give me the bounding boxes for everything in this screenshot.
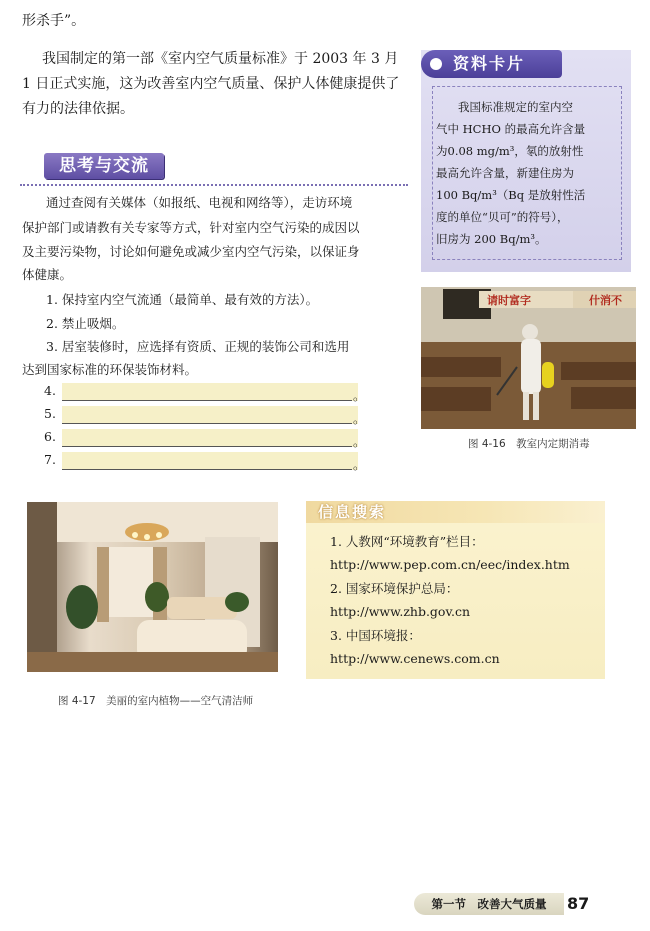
info-item: 2. 国家环境保护总局： xyxy=(330,581,459,596)
data-card-line: 旧房为 200 Bq/m³。 xyxy=(436,232,547,246)
blank-period: 。 xyxy=(353,457,366,472)
think-intro-line: 体健康。 xyxy=(22,267,73,282)
think-item: 3. 居室装修时，应选择有资质、正规的装饰公司和选用 xyxy=(46,339,350,354)
figure-caption: 图 4-17 美丽的室内植物——空气清洁师 xyxy=(58,695,254,707)
info-search-title: 信息搜索 xyxy=(306,501,605,523)
blank-period: 。 xyxy=(353,434,366,449)
section-footer: 第一节 改善大气质量 xyxy=(414,893,564,915)
wall-sign-text: 请时富字 xyxy=(487,294,531,307)
answer-blank-6[interactable] xyxy=(62,446,352,447)
answer-blank-bg xyxy=(62,429,358,447)
classroom-disinfection-photo xyxy=(421,287,636,429)
think-intro-line: 通过查阅有关媒体（如报纸、电视和网络等），走访环境 xyxy=(46,195,353,210)
think-item: 1. 保持室内空气流通（最简单、最有效的方法）。 xyxy=(46,292,319,307)
think-item: 达到国家标准的环保装饰材料。 xyxy=(22,362,198,377)
paragraph-line: 有力的法律依据。 xyxy=(22,101,134,117)
data-card-line: 为0.08 mg/m³，氡的放射性 xyxy=(436,144,584,158)
answer-blank-7[interactable] xyxy=(62,469,352,470)
think-discuss-heading: 思考与交流 xyxy=(44,153,164,179)
living-room-illustration xyxy=(27,502,278,672)
answer-blank-5[interactable] xyxy=(62,423,352,424)
figure-caption: 图 4-16 教室内定期消毒 xyxy=(468,438,590,450)
paragraph-line: 我国制定的第一部《室内空气质量标准》于 2003 年 3 月 xyxy=(42,51,399,67)
dotted-divider xyxy=(20,184,408,186)
data-card-title: 资料卡片 xyxy=(421,50,562,78)
data-card-line: 我国标准规定的室内空 xyxy=(458,100,573,114)
data-card-line: 100 Bq/m³（Bq 是放射性活 xyxy=(436,188,586,202)
answer-blank-bg xyxy=(62,452,358,470)
info-item: 1. 人教网“环境教育”栏目： xyxy=(330,534,484,549)
page-number: 87 xyxy=(567,894,590,913)
blank-number: 7. xyxy=(44,452,56,467)
info-link[interactable]: http://www.cenews.com.cn xyxy=(330,651,500,666)
blank-number: 5. xyxy=(44,406,56,421)
info-link[interactable]: http://www.pep.com.cn/eec/index.htm xyxy=(330,557,570,572)
wall-sign-text: 什消不 xyxy=(589,294,622,307)
bullet-icon xyxy=(430,58,442,70)
answer-blank-4[interactable] xyxy=(62,400,352,401)
text-line: 形杀手”。 xyxy=(22,13,86,29)
data-card-line: 最高允许含量，新建住房为 xyxy=(436,166,574,180)
blank-number: 6. xyxy=(44,429,56,444)
indoor-plants-photo xyxy=(27,502,278,672)
data-card-line: 气中 HCHO 的最高允许含量 xyxy=(436,122,586,136)
data-card-line: 度的单位“贝可”的符号）， xyxy=(436,210,569,224)
think-intro-line: 及主要污染物，讨论如何避免或减少室内空气污染，以保证身 xyxy=(22,244,360,259)
classroom-illustration xyxy=(421,287,636,429)
answer-blank-bg xyxy=(62,406,358,424)
blank-period: 。 xyxy=(353,411,366,426)
think-item: 2. 禁止吸烟。 xyxy=(46,316,125,331)
blank-period: 。 xyxy=(353,388,366,403)
answer-blank-bg xyxy=(62,383,358,401)
info-link[interactable]: http://www.zhb.gov.cn xyxy=(330,604,471,619)
think-intro-line: 保护部门或请教有关专家等方式，针对室内空气污染的成因以 xyxy=(22,220,360,235)
paragraph-line: 1 日正式实施，这为改善室内空气质量、保护人体健康提供了 xyxy=(22,76,400,92)
blank-number: 4. xyxy=(44,383,56,398)
info-item: 3. 中国环境报： xyxy=(330,628,421,643)
